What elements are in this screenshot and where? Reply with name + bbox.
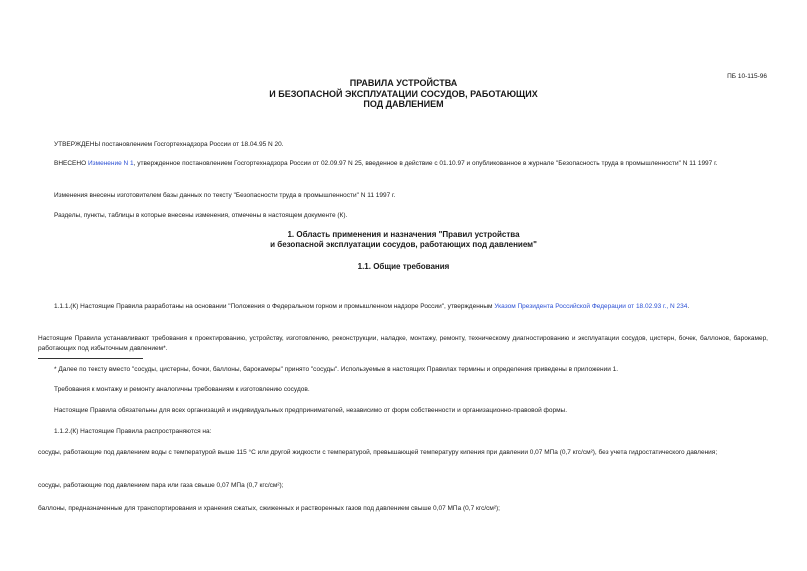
paragraph-1-1-1-prefix: 1.1.1.(К) Настоящие Правила разработаны на основании "Положения о Федеральном горном и промышленном надзоре России", утвержденным	[54, 303, 495, 310]
amended-prefix: ВНЕСЕНО	[54, 160, 88, 167]
mounting-paragraph: Требования к монтажу и ремонту аналогичны требованиям к изготовлению сосудов.	[54, 386, 310, 393]
sections-note: Разделы, пункты, таблицы в которые внесены изменения, отмечены в настоящем документе (К).	[54, 212, 348, 219]
subsection-title: 1.1. Общие требования	[357, 262, 450, 271]
title-line-2: И БЕЗОПАСНОЙ ЭКСПЛУАТАЦИИ СОСУДОВ, РАБОТАЮЩИХ	[269, 88, 538, 99]
footnote-divider	[38, 358, 143, 359]
presidential-decree-link[interactable]: Указом Президента Российской Федерации от 18.02.93 г., N 234	[494, 303, 688, 310]
section-1-title-line-1: 1. Область применения и назначения "Правил устройства	[287, 230, 520, 239]
amended-paragraph	[54, 159, 768, 169]
paragraph-1-1-1	[54, 302, 768, 312]
mandatory-paragraph: Настоящие Правила обязательны для всех организаций и индивидуальных предпринимателей, независимо от форм собственности и организационно-правовой формы.	[54, 407, 568, 414]
amended-suffix: , утвержденное постановлением Госгортехнадзора России от 02.09.97 N 25, введенное в действие с 01.10.97 и опубликованное в журнале "Безопасность труда в промышленности" N 11 1997 г.	[133, 160, 718, 167]
approved-paragraph: УТВЕРЖДЕНЫ постановлением Госгортехнадзора России от 18.04.95 N 20.	[54, 141, 284, 148]
list-item-steam-vessels: сосуды, работающие под давлением пара или газа свыше 0,07 МПа (0,7 кгс/см²);	[38, 482, 284, 489]
paragraph-1-1-2: 1.1.2.(К) Настоящие Правила распространяются на:	[54, 428, 212, 435]
section-1-title	[0, 230, 807, 250]
document-code: ПБ 10-115-96	[727, 73, 767, 80]
paragraph-1-1-1-suffix: .	[687, 303, 690, 310]
document-title	[0, 78, 807, 110]
title-line-1: ПРАВИЛА УСТРОЙСТВА	[349, 78, 458, 88]
amendment-link[interactable]: Изменение N 1	[87, 160, 134, 167]
requirements-paragraph: Настоящие Правила устанавливают требования к проектированию, устройству, изготовлению, реконструкции, наладке, монтажу, ремонту, техническому диагностированию и эксплуатации сосудов, цистерн, бочек, баллонов, барокамер, работающих под избыточным давлением*.	[38, 335, 768, 352]
section-1-title-line-2: и безопасной эксплуатации сосудов, работающих под давлением"	[270, 240, 537, 249]
footnote: * Далее по тексту вместо "сосуды, цистерны, бочки, баллоны, барокамеры" принято "сосуды". Используемые в настоящих Правилах термины и определения приведены в приложении 1.	[54, 366, 619, 373]
changes-note: Изменения внесены изготовителем базы данных по тексту "Безопасности труда в промышленности" N 11 1997 г.	[54, 192, 396, 199]
list-item-water-vessels: сосуды, работающие под давлением воды с температурой выше 115 °С или другой жидкости с температурой, превышающей температуру кипения при давлении 0,07 МПа (0,7 кгс/см²), без учета гидростатического давления;	[38, 449, 718, 456]
title-line-3: ПОД ДАВЛЕНИЕМ	[363, 99, 444, 109]
list-item-cylinders: баллоны, предназначенные для транспортирования и хранения сжатых, сжиженных и растворенных газов под давлением свыше 0,07 МПа (0,7 кгс/см²);	[38, 505, 500, 512]
